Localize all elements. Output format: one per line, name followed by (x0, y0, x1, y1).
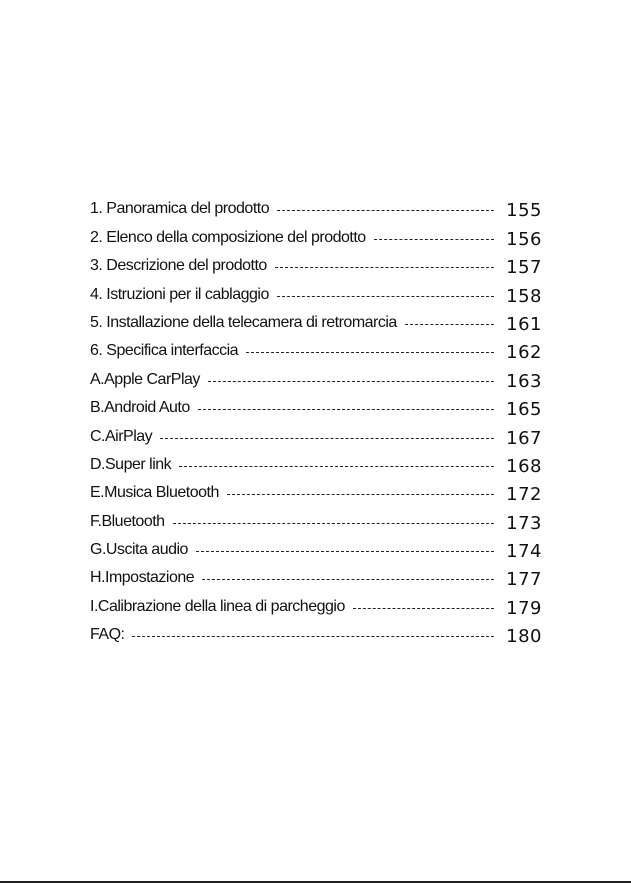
toc-entry-title: G.Uscita audio (90, 541, 188, 559)
toc-leader-dots (202, 579, 494, 580)
toc-entry-title: 2. Elenco della composizione del prodotto (90, 228, 366, 246)
toc-leader-dots (160, 438, 494, 439)
toc-leader-dots (132, 636, 494, 637)
toc-entry[interactable] (90, 252, 542, 280)
toc-entry-page: 173 (506, 512, 542, 534)
toc-leader-dots (374, 239, 494, 240)
toc-entry-title: F.Bluetooth (90, 512, 165, 530)
table-of-contents (90, 195, 542, 649)
toc-entry-title: 3. Descrizione del prodotto (90, 257, 267, 275)
toc-entry-title: I.Calibrazione della linea di parcheggio (90, 597, 345, 615)
toc-entry-title: C.AirPlay (90, 427, 153, 445)
toc-leader-dots (208, 381, 494, 382)
toc-entry-page: 174 (506, 541, 542, 563)
toc-entry[interactable] (90, 451, 542, 479)
toc-entry-page: 168 (506, 455, 542, 477)
toc-leader-dots (196, 551, 494, 552)
toc-entry-page: 179 (506, 597, 542, 619)
toc-leader-dots (277, 296, 494, 297)
toc-entry[interactable] (90, 422, 542, 450)
toc-entry-page: 172 (506, 484, 542, 506)
toc-entry-title: E.Musica Bluetooth (90, 484, 219, 502)
toc-entry[interactable] (90, 195, 542, 223)
toc-entry-title: 4. Istruzioni per il cablaggio (90, 285, 269, 303)
toc-entry-page: 161 (506, 313, 542, 335)
toc-entry-title: D.Super link (90, 455, 172, 473)
toc-leader-dots (179, 466, 494, 467)
toc-entry-page: 156 (506, 228, 542, 250)
toc-entry[interactable] (90, 223, 542, 251)
toc-entry-page: 165 (506, 399, 542, 421)
toc-leader-dots (277, 210, 494, 211)
toc-entry[interactable] (90, 564, 542, 592)
toc-entry[interactable] (90, 365, 542, 393)
toc-entry-page: 162 (506, 342, 542, 364)
toc-entry[interactable] (90, 507, 542, 535)
toc-leader-dots (275, 267, 494, 268)
toc-entry[interactable] (90, 309, 542, 337)
toc-entry-page: 180 (506, 626, 542, 648)
toc-entry-title: FAQ: (90, 626, 125, 644)
toc-entry-page: 167 (506, 427, 542, 449)
toc-entry-title: 1. Panoramica del prodotto (90, 200, 270, 218)
toc-entry-page: 163 (506, 370, 542, 392)
toc-entry-page: 158 (506, 285, 542, 307)
toc-entry-title: A.Apple CarPlay (90, 370, 200, 388)
toc-leader-dots (198, 409, 494, 410)
toc-entry[interactable] (90, 394, 542, 422)
toc-leader-dots (173, 523, 494, 524)
toc-entry-title: 6. Specifica interfaccia (90, 342, 239, 360)
toc-entry-page: 177 (506, 569, 542, 591)
toc-leader-dots (353, 608, 494, 609)
toc-entry[interactable] (90, 479, 542, 507)
toc-entry[interactable] (90, 536, 542, 564)
toc-entry[interactable] (90, 280, 542, 308)
toc-entry[interactable] (90, 592, 542, 620)
toc-entry[interactable] (90, 337, 542, 365)
toc-leader-dots (227, 494, 494, 495)
toc-entry-title: 5. Installazione della telecamera di retromarcia (90, 313, 397, 331)
toc-entry-title: B.Android Auto (90, 399, 190, 417)
toc-entry-page: 157 (506, 257, 542, 279)
toc-leader-dots (405, 324, 494, 325)
toc-entry-page: 155 (506, 200, 542, 222)
toc-entry[interactable] (90, 621, 542, 649)
toc-leader-dots (246, 352, 494, 353)
toc-entry-title: H.Impostazione (90, 569, 195, 587)
